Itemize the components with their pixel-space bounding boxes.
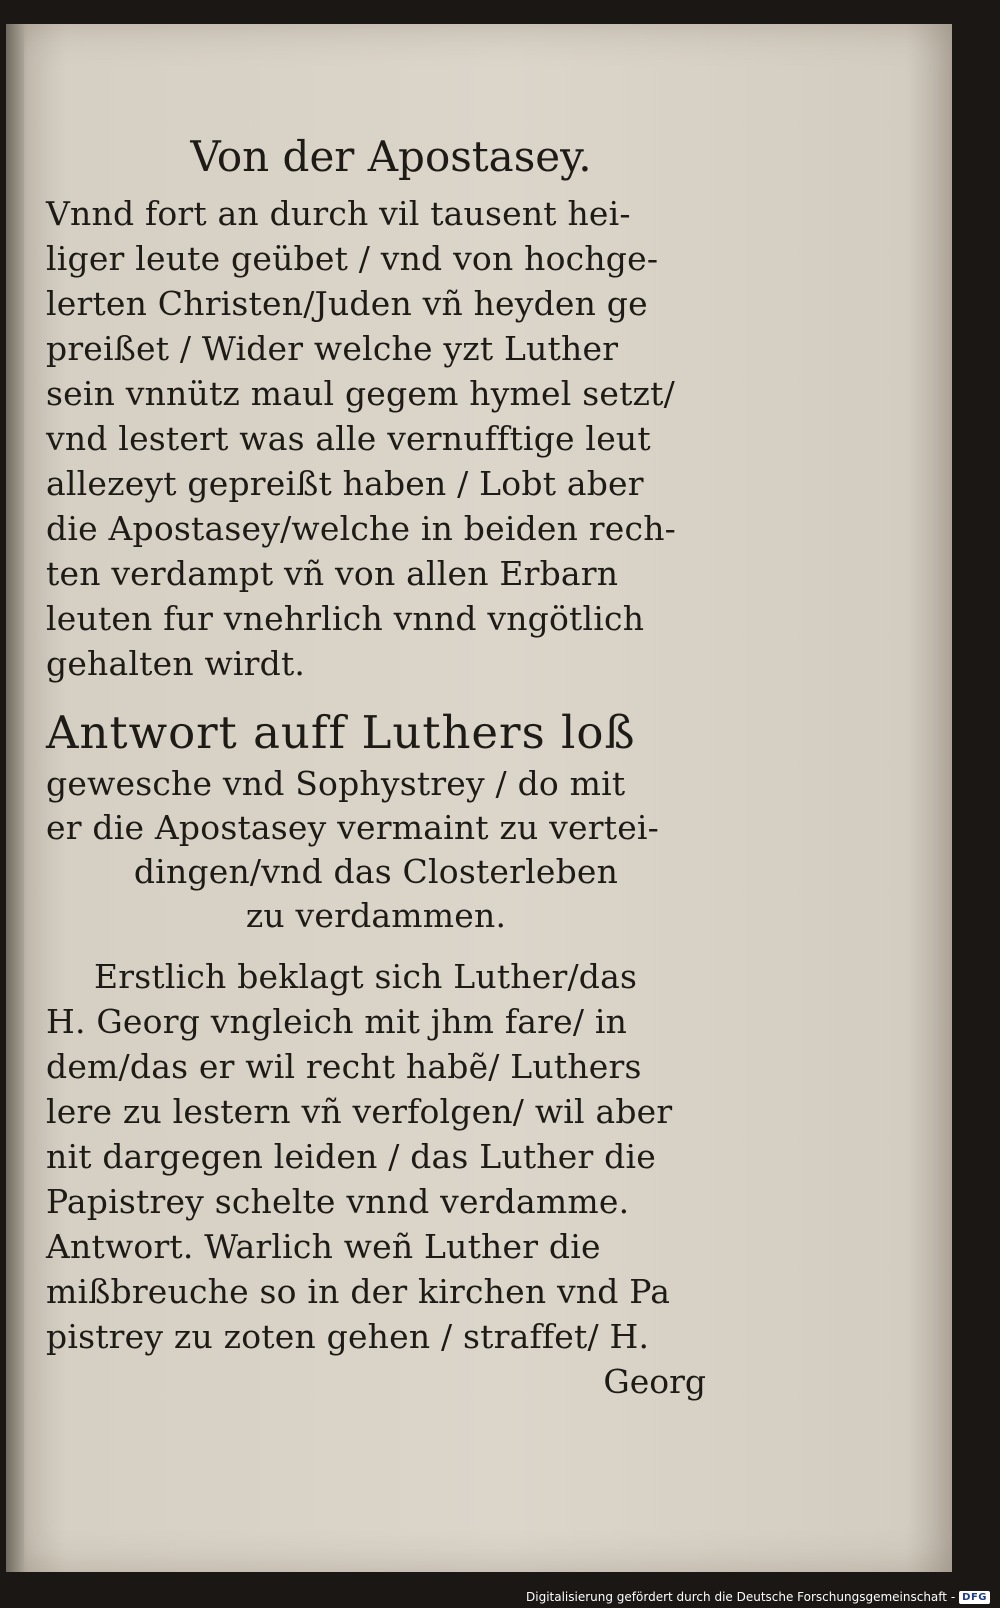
digitization-footer <box>526 1590 990 1604</box>
running-head: Von der Apostasey. <box>190 132 592 181</box>
text-line: Erstlich beklagt sich Luther/das <box>94 957 638 996</box>
text-line: allezeyt gepreißt haben / Lobt aber <box>46 464 644 503</box>
heading-line: Antwort auff Luthers loß <box>46 706 636 759</box>
heading-line: gewesche vnd Sophystrey / do mit <box>46 764 626 803</box>
heading-line: zu verdammen. <box>245 896 507 935</box>
text-line: pistrey zu zoten gehen / straffet/ H. <box>46 1317 650 1356</box>
section-heading <box>46 704 706 938</box>
page-text <box>46 129 706 1404</box>
text-line: die Apostasey/welche in beiden rech- <box>46 509 676 548</box>
text-line: nit dargegen leiden / das Luther die <box>46 1137 656 1176</box>
text-line: Papistrey schelte vnnd verdamme. <box>46 1182 630 1221</box>
book-page <box>6 24 952 1572</box>
heading-line: dingen/vnd das Closterleben <box>133 852 619 891</box>
paragraph-2 <box>46 954 706 1359</box>
text-line: ten verdampt vñ von allen Erbarn <box>46 554 619 593</box>
text-line: liger leute geübet / vnd von hochge- <box>46 239 659 278</box>
text-line: gehalten wirdt. <box>46 644 306 683</box>
text-line: H. Georg vngleich mit jhm fare/ in <box>46 1002 628 1041</box>
text-line: sein vnnütz maul gegem hymel setzt/ <box>46 374 675 413</box>
dfg-logo: DFG <box>959 1591 990 1604</box>
text-line: lerten Christen/Juden vñ heyden ge <box>46 284 648 323</box>
text-line: vnd lestert was alle vernufftige leut <box>46 419 651 458</box>
text-line: leuten fur vnehrlich vnnd vngötlich <box>46 599 645 638</box>
text-line: Antwort. Warlich weñ Luther die <box>46 1227 601 1266</box>
heading-line: er die Apostasey vermaint zu vertei- <box>46 808 660 847</box>
page-gutter <box>6 24 24 1572</box>
text-line: mißbreuche so in der kirchen vnd Pa <box>46 1272 671 1311</box>
paragraph-1 <box>46 191 706 686</box>
text-line: dem/das er wil recht habẽ/ Luthers <box>46 1047 642 1086</box>
catchword: Georg <box>603 1362 706 1401</box>
text-line: preißet / Wider welche yzt Luther <box>46 329 619 368</box>
funding-credit: Digitalisierung gefördert durch die Deutsche Forschungsgemeinschaft - <box>526 1590 956 1604</box>
text-line: lere zu lestern vñ verfolgen/ wil aber <box>46 1092 673 1131</box>
text-line: Vnnd fort an durch vil tausent hei- <box>46 194 631 233</box>
